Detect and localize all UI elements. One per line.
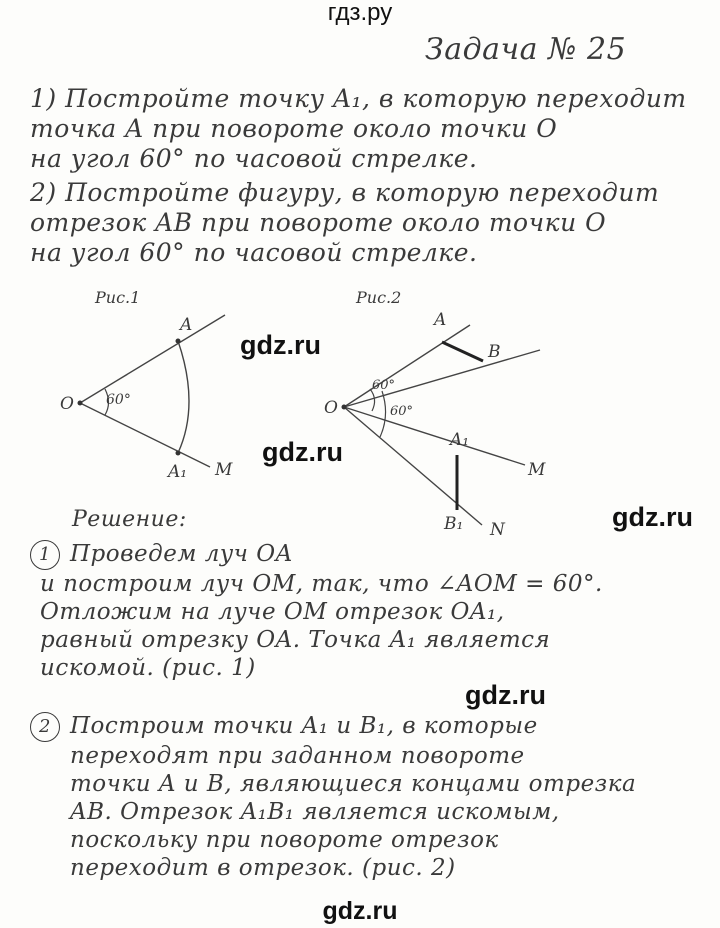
label-n: N bbox=[490, 520, 505, 540]
label-m: M bbox=[215, 460, 233, 480]
watermark: gdz.ru bbox=[612, 502, 693, 532]
label-b: B bbox=[488, 342, 501, 362]
step-1-line: Проведем луч OA bbox=[70, 541, 293, 567]
ray-oa bbox=[80, 315, 225, 403]
point-o bbox=[78, 401, 83, 406]
step-2-line: AB. Отрезок A₁B₁ является искомым, bbox=[70, 799, 560, 825]
condition-1-line: на угол 60° по часовой стрелке. bbox=[30, 144, 478, 173]
label-o: O bbox=[60, 394, 74, 414]
condition-1-line: точка A при повороте около точки O bbox=[30, 114, 558, 143]
ray-om bbox=[344, 407, 525, 465]
watermark: gdz.ru bbox=[240, 330, 321, 360]
solution-step-2 bbox=[30, 712, 636, 882]
condition-1 bbox=[30, 84, 687, 174]
condition-2 bbox=[30, 178, 659, 268]
solution-label: Решение: bbox=[72, 507, 187, 532]
figure-2-caption: Рис.2 bbox=[356, 288, 402, 307]
label-a1: A₁ bbox=[168, 462, 188, 482]
step-2-line: поскольку при повороте отрезок bbox=[70, 827, 499, 853]
step-2-marker: 2 bbox=[30, 712, 60, 742]
label-angle-2: 60° bbox=[390, 404, 414, 419]
segment-ab bbox=[442, 342, 483, 361]
point-o bbox=[342, 405, 347, 410]
label-angle: 60° bbox=[106, 392, 131, 408]
ray-on bbox=[344, 407, 482, 525]
label-angle-1: 60° bbox=[372, 378, 396, 393]
step-2-line: точки A и B, являющиеся концами отрезка bbox=[70, 771, 637, 797]
step-2-line: Построим точки A₁ и B₁, в которые bbox=[70, 713, 538, 739]
task-title: Задача № 25 bbox=[425, 32, 627, 67]
label-a: A bbox=[180, 315, 193, 335]
step-1-line: и построим луч OM, так, что ∠AOM = 60°. bbox=[40, 571, 603, 597]
ray-oa bbox=[344, 325, 470, 407]
condition-2-line: 2) Постройте фигуру, в которую переходит bbox=[30, 178, 660, 207]
label-o: O bbox=[324, 398, 338, 418]
step-1-line: Отложим на луче OM отрезок OA₁, bbox=[40, 599, 505, 625]
watermark: gdz.ru bbox=[465, 680, 546, 710]
figure-1-caption: Рис.1 bbox=[95, 288, 141, 307]
label-m: M bbox=[528, 460, 546, 480]
label-b1: B₁ bbox=[444, 514, 464, 534]
step-2-line: переходит в отрезок. (рис. 2) bbox=[70, 855, 456, 881]
site-header: гдз.ру bbox=[327, 0, 393, 26]
point-a bbox=[176, 339, 181, 344]
label-a1: A₁ bbox=[450, 430, 470, 450]
point-a1 bbox=[176, 451, 181, 456]
ray-om bbox=[80, 403, 210, 467]
solution-step-1 bbox=[30, 540, 603, 682]
step-1-line: равный отрезку OA. Точка A₁ является bbox=[40, 627, 551, 653]
condition-2-line: отрезок AB при повороте около точки O bbox=[30, 208, 607, 237]
arc-a-a1 bbox=[178, 341, 189, 453]
condition-2-line: на угол 60° по часовой стрелке. bbox=[30, 238, 478, 267]
figure-1 bbox=[60, 285, 260, 490]
figure-2 bbox=[320, 285, 560, 540]
condition-1-line: 1) Постройте точку A₁, в которую переходит bbox=[30, 84, 687, 113]
site-footer: gdz.ru bbox=[322, 897, 398, 925]
step-2-line: переходят при заданном повороте bbox=[70, 743, 525, 769]
angle-arc-2 bbox=[380, 391, 386, 437]
watermark: gdz.ru bbox=[262, 437, 343, 467]
step-1-line: искомой. (рис. 1) bbox=[40, 655, 256, 681]
step-1-marker: 1 bbox=[30, 540, 60, 570]
label-a: A bbox=[434, 310, 447, 330]
